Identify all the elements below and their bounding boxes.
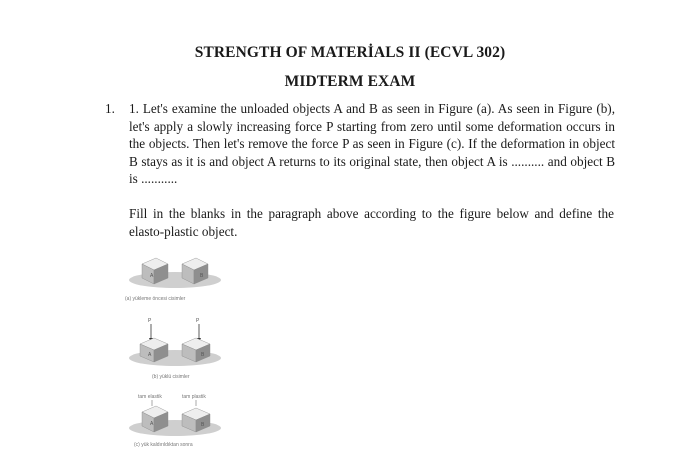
cube-a-label: A — [150, 421, 154, 427]
caption-c: (c) yük kaldırıldıktan sonra — [134, 442, 193, 448]
question-instruction: Fill in the blanks in the paragraph above according to the figure below and define the elasto-plastic object. — [129, 206, 614, 239]
figure-a — [125, 258, 221, 302]
figure-b — [129, 318, 221, 380]
question-1 — [105, 100, 615, 188]
force-label-b: P — [196, 318, 200, 324]
force-label-a: P — [148, 318, 152, 324]
question-number: 1. — [105, 101, 115, 116]
cube-a-label: A — [150, 273, 154, 279]
cube-a-label: A — [148, 352, 152, 358]
figure-c — [129, 394, 221, 448]
question-text: 1. Let's examine the unloaded objects A and B as seen in Figure (a). As seen in Figure (b), let's apply a slowly increasing force P starting from zero until some deformation occurs in the objects. Then let's remove the force P as seen in Figure (c). If the deformation in object B stays as it is and object A returns to its original state, then object A is .......... and object B is ........... — [129, 101, 615, 187]
label-elastic: tam elastik — [138, 394, 162, 400]
cube-b-label: B — [201, 352, 205, 358]
course-title: STRENGTH OF MATERİALS II (ECVL 302) — [194, 44, 506, 61]
cube-b-label: B — [201, 422, 205, 428]
caption-a: (a) yükleme öncesi cisimler — [125, 296, 186, 302]
cube-b-label: B — [200, 273, 204, 279]
label-plastic: tam plastik — [182, 394, 206, 400]
deformation-figure — [120, 250, 240, 450]
exam-title: MIDTERM EXAM — [284, 73, 416, 90]
caption-b: (b) yüklü cisimler — [152, 374, 190, 380]
